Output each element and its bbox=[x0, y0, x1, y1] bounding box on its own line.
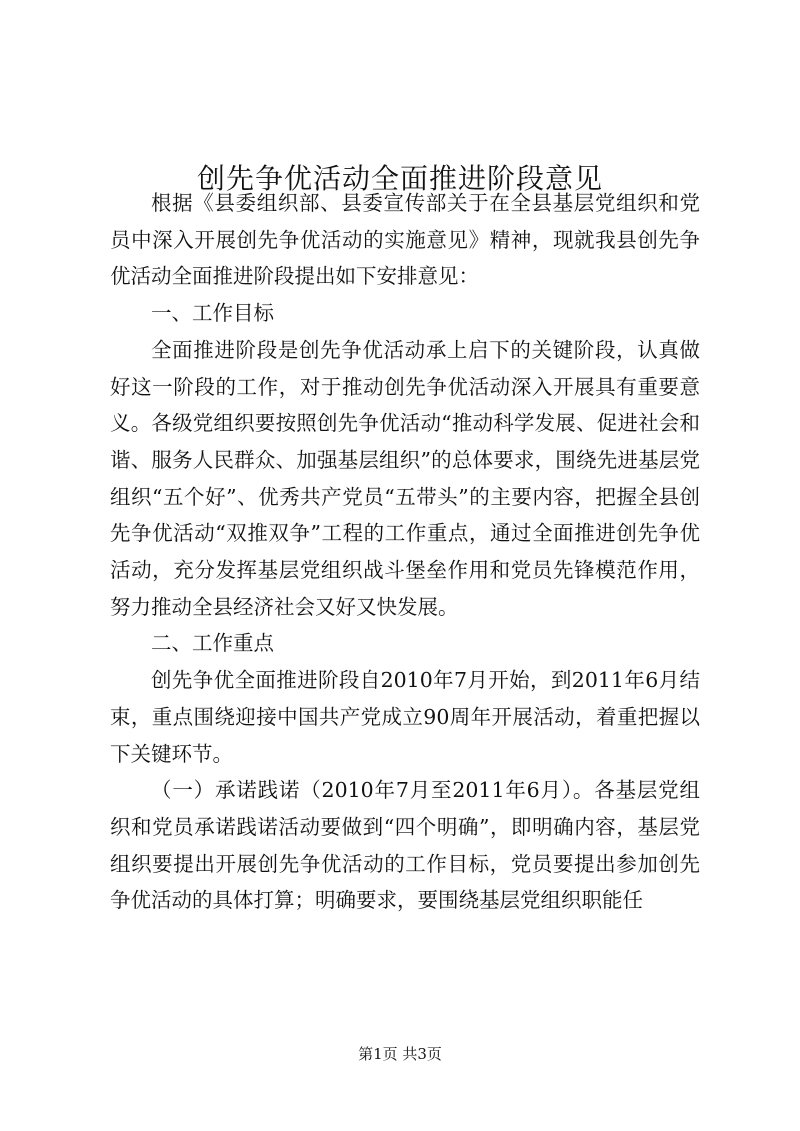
document-title: 创先争优活动全面推进阶段意见 bbox=[196, 161, 603, 195]
paragraph-intro: 根据《县委组织部、县委宣传部关于在全县基层党组织和党员中深入开展创先争优活动的实施意见》精神，现就我县创先争优活动全面推进阶段提出如下安排意见： bbox=[110, 191, 700, 289]
paragraph-focus: 创先争优全面推进阶段自2010年7月开始，到2011年6月结束，重点围绕迎接中国共产党成立90周年开展活动，着重把握以下关键环节。 bbox=[110, 668, 700, 766]
document-body bbox=[110, 185, 700, 919]
paragraph-goals: 全面推进阶段是创先争优活动承上启下的关键阶段，认真做好这一阶段的工作，对于推动创先争优活动深入开展具有重要意义。各级党组织要按照创先争优活动“推动科学发展、促进社会和谐、服务人民群众、加强基层组织”的总体要求，围绕先进基层党组织“五个好”、优秀共产党员“五带头”的主要内容，把握全县创先争优活动“双推双争”工程的工作重点，通过全面推进创先争优活动，充分发挥基层党组织战斗堡垒作用和党员先锋模范作用，努力推动全县经济社会又好又快发展。 bbox=[110, 337, 700, 619]
paragraph-commitment: （一）承诺践诺（2010年7月至2011年6月）。各基层党组织和党员承诺践诺活动要做到“四个明确”，即明确内容，基层党组织要提出开展创先争优活动的工作目标，党员要提出参加创先争优活动的具体打算；明确要求，要围绕基层党组织职能任 bbox=[110, 778, 700, 913]
section-heading-goals: 一、工作目标 bbox=[151, 301, 274, 326]
section-heading-focus: 二、工作重点 bbox=[151, 631, 274, 656]
page-footer: 第1页 共3页 bbox=[358, 1045, 442, 1063]
